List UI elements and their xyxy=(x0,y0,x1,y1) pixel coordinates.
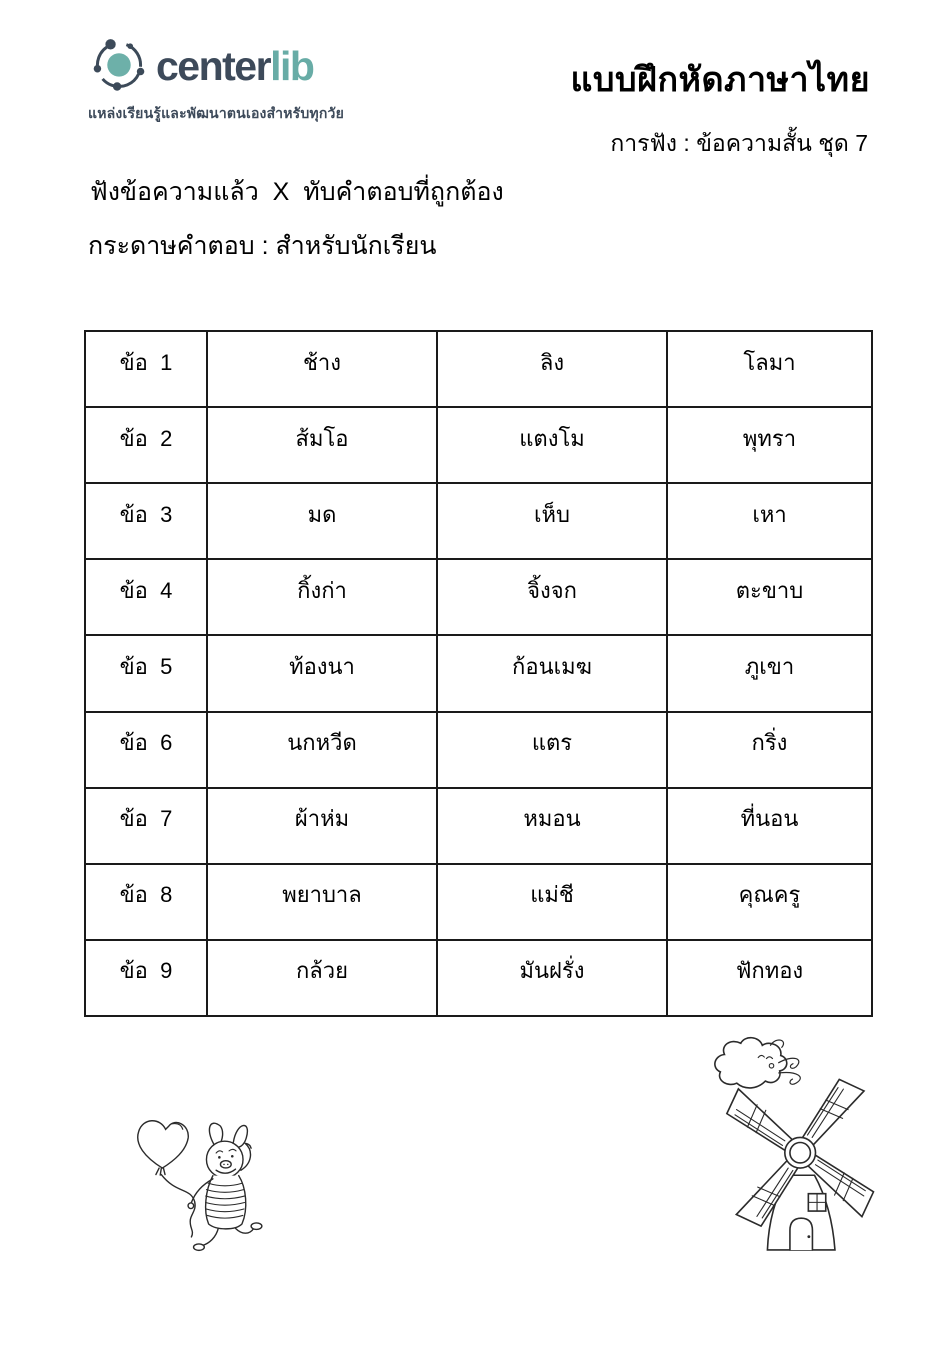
table-row xyxy=(85,635,872,711)
question-label: ข้อ 7 xyxy=(85,788,207,864)
answer-cell: ท้องนา xyxy=(207,635,437,711)
question-label: ข้อ 9 xyxy=(85,940,207,1016)
answer-cell: เหา xyxy=(667,483,872,559)
table-row xyxy=(85,712,872,788)
answer-cell: กล้วย xyxy=(207,940,437,1016)
table-row xyxy=(85,407,872,483)
brand-name-secondary: lib xyxy=(270,43,314,89)
table-row xyxy=(85,788,872,864)
centerlib-logo-icon xyxy=(88,34,150,99)
answer-cell: แตงโม xyxy=(437,407,667,483)
page-subtitle: การฟัง : ข้อความสั้น ชุด 7 xyxy=(610,130,868,156)
answer-cell: โลมา xyxy=(667,331,872,407)
answer-cell: แม่ชี xyxy=(437,864,667,940)
answer-cell: ภูเขา xyxy=(667,635,872,711)
answer-cell: ส้มโอ xyxy=(207,407,437,483)
question-label: ข้อ 8 xyxy=(85,864,207,940)
answer-cell: แตร xyxy=(437,712,667,788)
question-label: ข้อ 2 xyxy=(85,407,207,483)
answer-cell: ตะขาบ xyxy=(667,559,872,635)
answer-cell: พุทรา xyxy=(667,407,872,483)
table-row xyxy=(85,940,872,1016)
answer-cell: กริ่ง xyxy=(667,712,872,788)
brand-name-primary: center xyxy=(156,43,271,89)
answer-cell: ที่นอน xyxy=(667,788,872,864)
question-label: ข้อ 6 xyxy=(85,712,207,788)
table-row xyxy=(85,864,872,940)
answer-cell: ช้าง xyxy=(207,331,437,407)
instruction-line-1: ฟังข้อความแล้ว X ทับคำตอบที่ถูกต้อง xyxy=(90,178,504,206)
brand-name xyxy=(156,43,314,89)
question-label: ข้อ 5 xyxy=(85,635,207,711)
instruction-line-2: กระดาษคำตอบ : สำหรับนักเรียน xyxy=(88,232,437,260)
table-row xyxy=(85,331,872,407)
answer-cell: นกหวีด xyxy=(207,712,437,788)
answer-cell: มันฝรั่ง xyxy=(437,940,667,1016)
answer-cell: ผ้าห่ม xyxy=(207,788,437,864)
table-row xyxy=(85,559,872,635)
answer-cell: พยาบาล xyxy=(207,864,437,940)
answer-table xyxy=(84,330,873,1017)
answer-cell: ลิง xyxy=(437,331,667,407)
piglet-balloon-illustration xyxy=(130,1110,270,1252)
answer-cell: หมอน xyxy=(437,788,667,864)
centerlib-logo xyxy=(88,34,344,125)
answer-cell: ฟักทอง xyxy=(667,940,872,1016)
answer-cell: คุณครู xyxy=(667,864,872,940)
question-label: ข้อ 1 xyxy=(85,331,207,407)
answer-cell: จิ้งจก xyxy=(437,559,667,635)
brand-tagline: แหล่งเรียนรู้และพัฒนาตนเองสำหรับทุกวัย xyxy=(88,105,344,121)
table-row xyxy=(85,483,872,559)
answer-cell: มด xyxy=(207,483,437,559)
question-label: ข้อ 3 xyxy=(85,483,207,559)
question-label: ข้อ 4 xyxy=(85,559,207,635)
answer-cell: กิ้งก่า xyxy=(207,559,437,635)
answer-cell: เห็บ xyxy=(437,483,667,559)
page-title: แบบฝึกหัดภาษาไทย xyxy=(570,61,870,99)
windmill-illustration xyxy=(706,1032,880,1252)
answer-cell: ก้อนเมฆ xyxy=(437,635,667,711)
